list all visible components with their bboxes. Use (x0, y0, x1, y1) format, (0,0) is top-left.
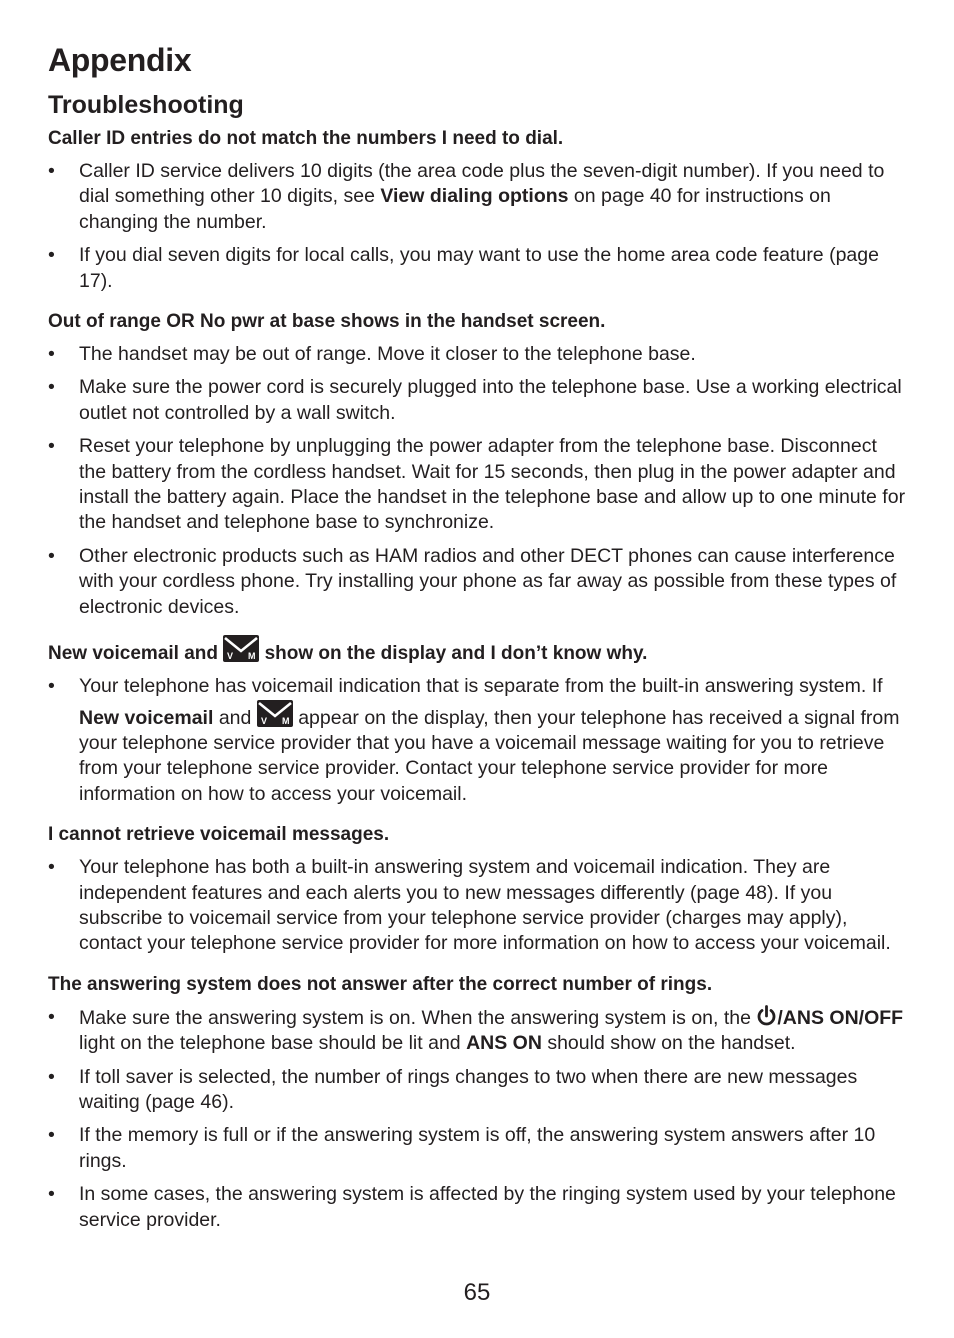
item-text: Your telephone has both a built-in answering system and voicemail indication. They are independent features and each alerts you to new messages differently (page 48). If you subscribe to voicemail service from your telephone service provider (charges may apply), contact your telephone service provider for more information on how to access your voicemail. (79, 856, 891, 955)
troubleshoot-caller-id (48, 126, 908, 294)
answer-list (48, 342, 908, 620)
bullet: • (48, 1065, 55, 1088)
item-text: Make sure the answering system is on. When the answering system is on, the (79, 1006, 757, 1029)
page-content (48, 38, 908, 1233)
item-text: In some cases, the answering system is affected by the ringing system used by your telephone service provider. (79, 1183, 896, 1231)
item-bold-term: New voicemail (79, 706, 214, 729)
svg-text:V: V (260, 715, 267, 726)
question-heading (48, 635, 908, 666)
item-text: on page 40 for instructions on changing the number. (79, 185, 831, 233)
svg-text:M: M (248, 651, 256, 662)
bullet: • (48, 675, 55, 698)
bullet: • (48, 160, 55, 182)
voicemail-envelope-icon (223, 635, 259, 662)
question-heading: Caller ID entries do not match the numbers I need to dial. (48, 128, 564, 149)
bullet: • (48, 1124, 55, 1147)
answer-list (48, 674, 908, 807)
svg-text:V: V (227, 651, 234, 662)
item-text: and (213, 706, 257, 729)
bullet: • (48, 343, 55, 366)
troubleshoot-retrieve-voicemail (48, 822, 908, 957)
page-title: Appendix (48, 42, 192, 78)
bullet: • (48, 435, 55, 458)
item-text: If the memory is full or if the answering system is off, the answering system answers after 10 rings. (79, 1124, 876, 1172)
list-item (48, 1065, 908, 1116)
heading-text: New voicemail and (48, 643, 224, 665)
item-text: Reset your telephone by unplugging the power adapter from the telephone base. Disconnect the battery from the cordless handset. Wait for 15 seconds, then plug in the power adapter and install the battery again. Place the handset in the telephone base and allow up to one minute for the handset and telephone base to synchronize. (79, 435, 906, 534)
svg-text:M: M (281, 715, 290, 726)
list-item (48, 159, 908, 235)
question-heading: I cannot retrieve voicemail messages. (48, 824, 390, 846)
item-text: light on the telephone base should be lit and (79, 1032, 467, 1055)
item-text: Make sure the power cord is securely plugged into the telephone base. Use a working electrical outlet not controlled by a wall switch. (79, 376, 902, 424)
troubleshoot-new-voicemail (48, 635, 908, 807)
item-bold-reference: View dialing options (380, 185, 569, 208)
bullet: • (48, 1005, 55, 1028)
list-item (48, 1123, 908, 1174)
troubleshoot-answering-rings (48, 972, 908, 1233)
item-text: Your telephone has voicemail indication that is separate from the built-in answering system. If (79, 675, 883, 698)
question-heading: Out of range OR No pwr at base shows in the handset screen. (48, 311, 606, 333)
list-item (48, 855, 908, 957)
heading-text: show on the display and I don’t know why. (259, 643, 648, 665)
item-text: If toll saver is selected, the number of rings changes to two when there are new messages waiting (page 46). (79, 1065, 858, 1113)
item-bold-key: /ANS ON/OFF (777, 1006, 904, 1029)
list-item (48, 342, 908, 367)
item-text: Caller ID service delivers 10 digits (the area code plus the seven-digit number). If you need to dial something other 10 digits, see (79, 160, 885, 208)
item-text: Other electronic products such as HAM radios and other DECT phones can cause interference with your cordless phone. Try installing your phone as far away as possible from these types of electronic devices. (79, 544, 897, 618)
power-icon (756, 1005, 777, 1027)
voicemail-envelope-icon (257, 700, 293, 727)
list-item (48, 674, 908, 807)
list-item (48, 1182, 908, 1233)
page-number: 65 (463, 1279, 491, 1306)
bullet: • (48, 376, 55, 399)
answer-list (48, 855, 908, 957)
list-item (48, 375, 908, 426)
question-heading: The answering system does not answer after the correct number of rings. (48, 973, 713, 995)
item-text: appear on the display, then your telephone has received a signal from your telephone service provider that you have a voicemail message waiting for you to retrieve from your telephone service provider. Contact your telephone service provider for more information on how to access your voicemail. (79, 706, 900, 805)
bullet: • (48, 1183, 55, 1206)
bullet: • (48, 856, 55, 879)
answer-list (48, 1005, 908, 1233)
list-item (48, 544, 908, 620)
troubleshoot-out-of-range (48, 309, 908, 620)
answer-list (48, 159, 908, 294)
item-text: If you dial seven digits for local calls, you may want to use the home area code feature (page 17). (79, 244, 879, 292)
bullet: • (48, 244, 55, 267)
list-item (48, 1005, 908, 1057)
list-item (48, 243, 908, 294)
item-text: The handset may be out of range. Move it closer to the telephone base. (79, 343, 696, 366)
item-bold-term: ANS ON (466, 1032, 542, 1055)
list-item (48, 434, 908, 536)
item-text: should show on the handset. (541, 1032, 796, 1055)
section-title: Troubleshooting (48, 91, 244, 119)
bullet: • (48, 544, 55, 567)
